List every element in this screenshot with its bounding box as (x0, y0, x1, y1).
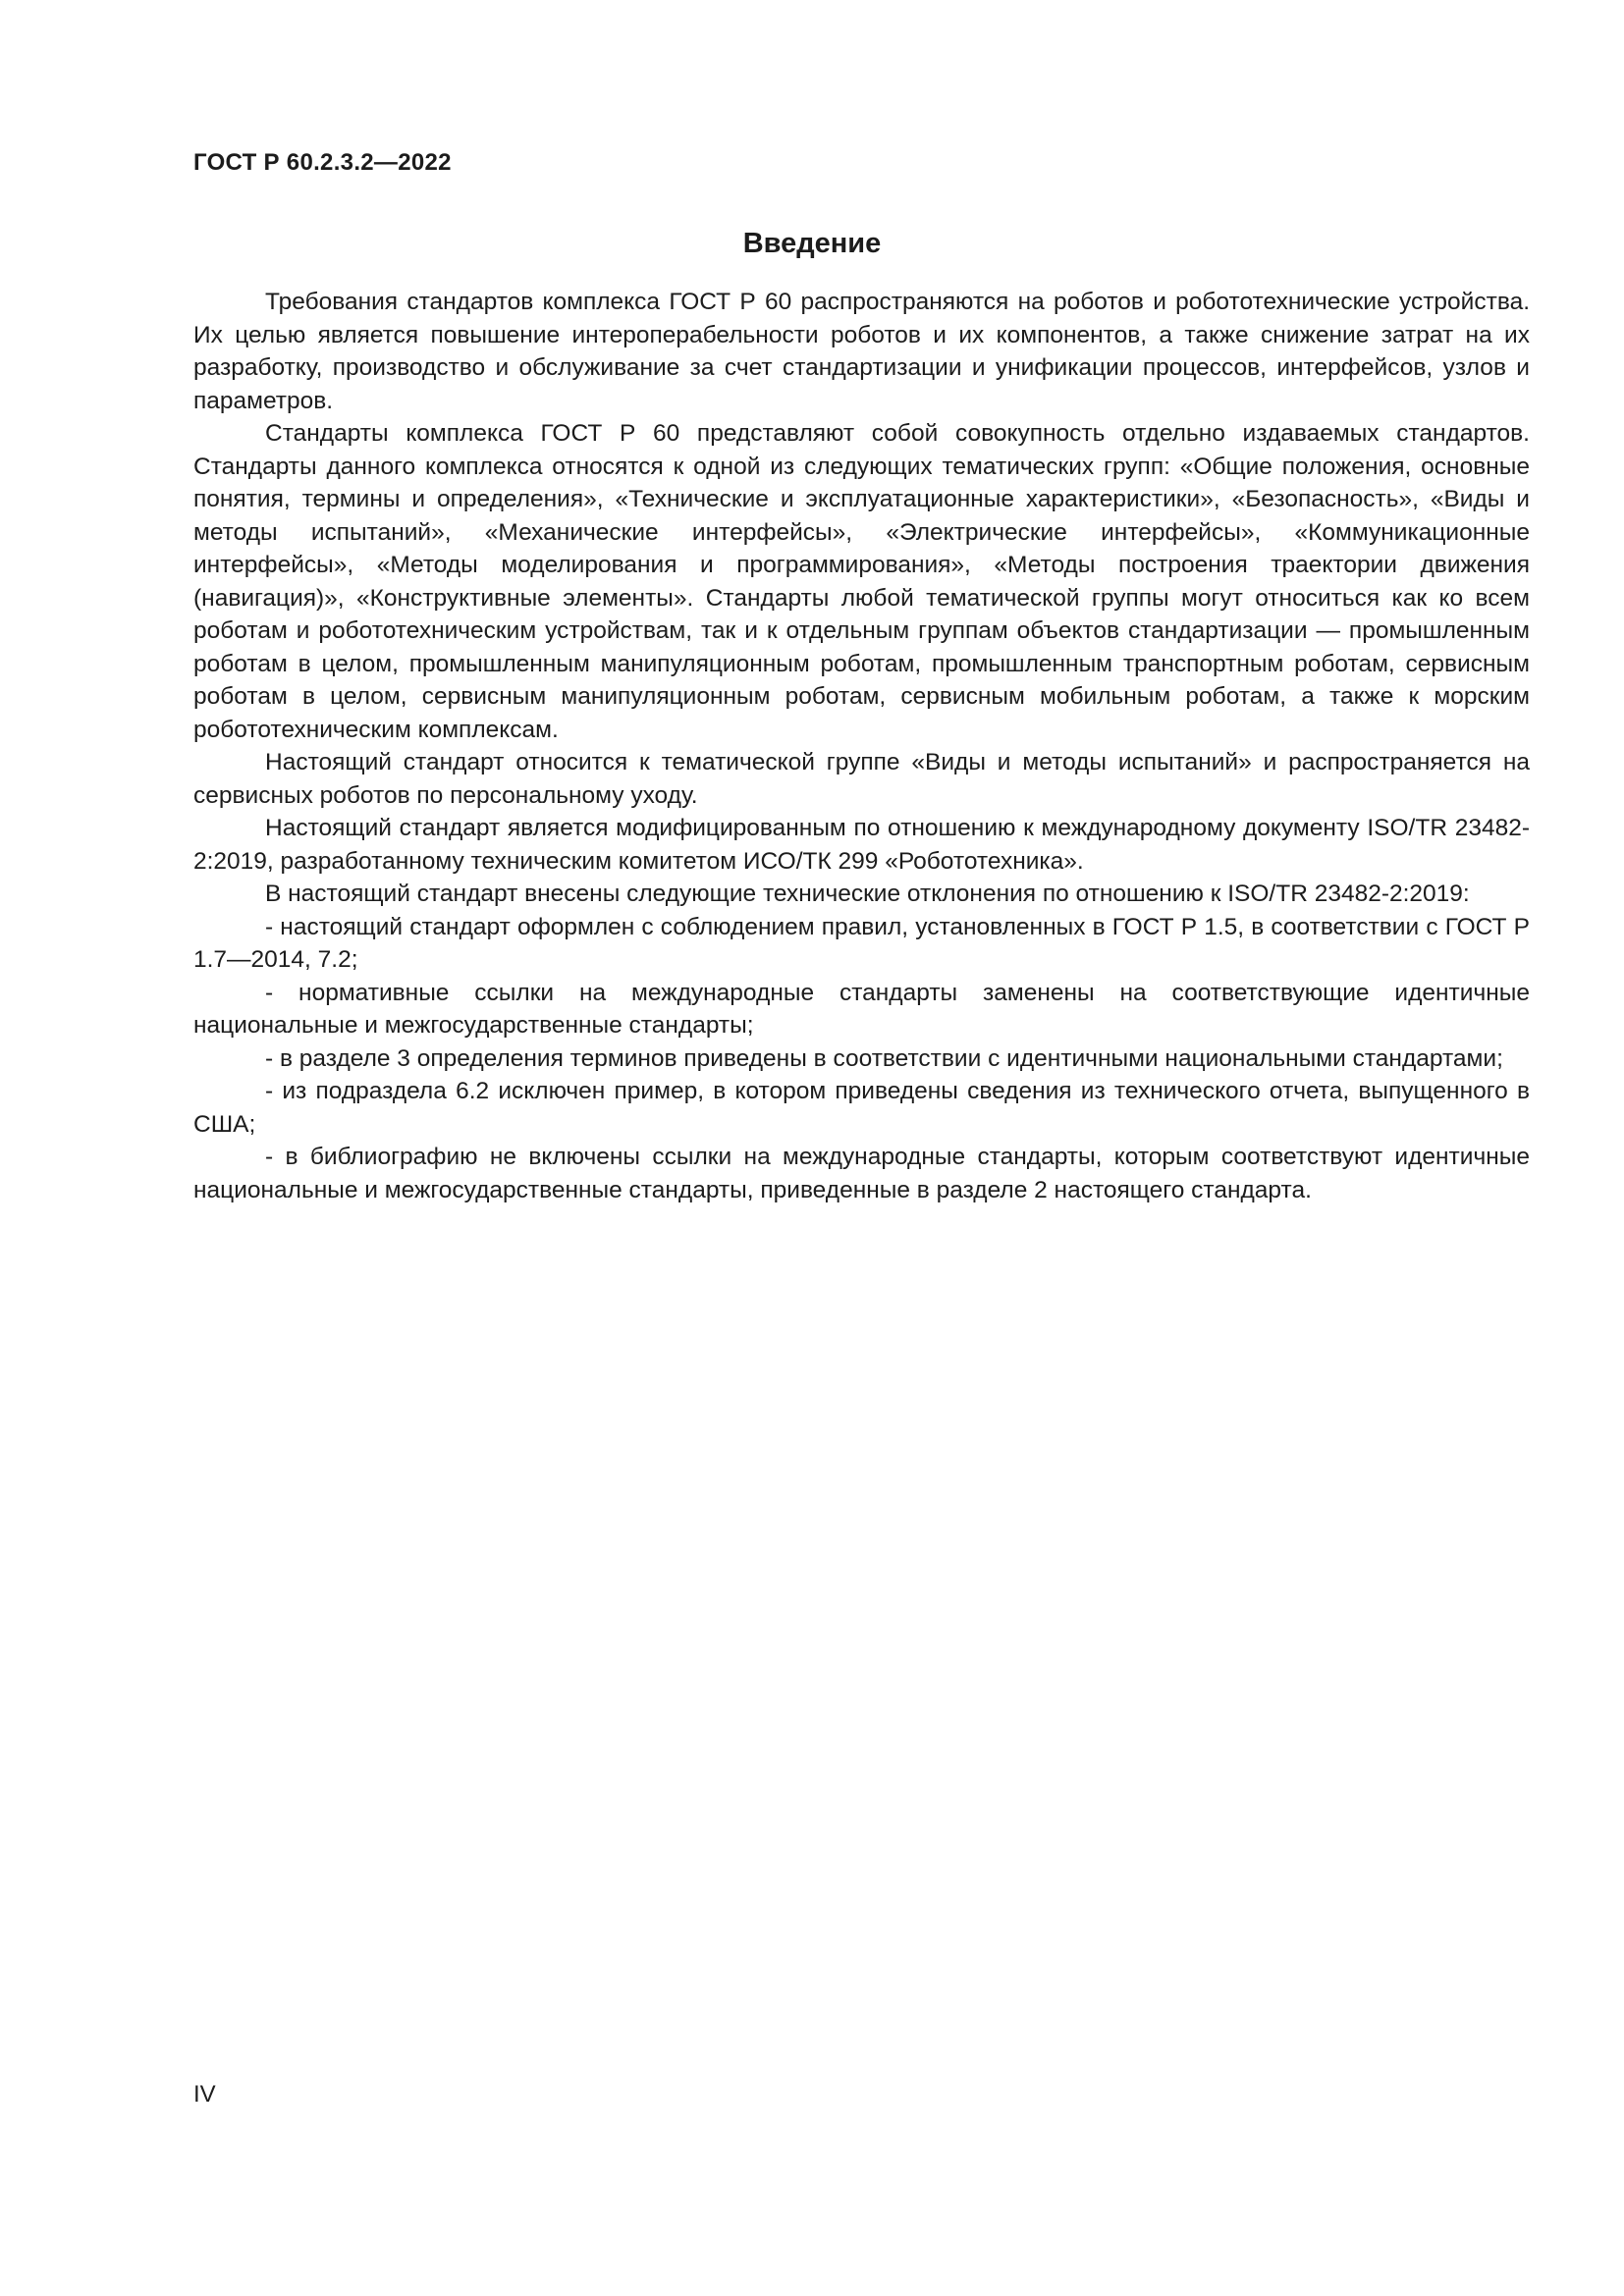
list-item: - в разделе 3 определения терминов приведены в соответствии с идентичными национальными стандартами; (265, 1044, 1503, 1072)
paragraph: Настоящий стандарт относится к тематической группе «Виды и методы испытаний» и распространяется на сервисных роботов по персональному уходу. (193, 749, 1530, 809)
list-item: - из подраздела 6.2 исключен пример, в котором приведены сведения из технического отчета, выпущенного в США; (193, 1078, 1530, 1138)
list-item: - настоящий стандарт оформлен с соблюдением правил, установленных в ГОСТ Р 1.5, в соответствии с ГОСТ Р 1.7—2014, 7.2; (193, 913, 1530, 973)
paragraph: Настоящий стандарт является модифицированным по отношению к международному документу ISO/TR 23482-2:2019, разработанному техническим комитетом ИСО/ТК 299 «Робототехника». (193, 815, 1530, 875)
list-item: - в библиографию не включены ссылки на международные стандарты, которым соответствуют идентичные национальные и межгосударственные стандарты, приведенные в разделе 2 настоящего стандарта. (193, 1144, 1530, 1203)
paragraph: Требования стандартов комплекса ГОСТ Р 60 распространяются на роботов и робототехнические устройства. Их целью является повышение интероперабельности роботов и их компонентов, а также снижение затрат на их разработку, производство и обслуживание за счет стандартизации и унификации процессов, интерфейсов, узлов и параметров. (193, 289, 1530, 414)
document-code: ГОСТ Р 60.2.3.2—2022 (193, 149, 452, 176)
paragraph: В настоящий стандарт внесены следующие технические отклонения по отношению к ISO/TR 23482-2:2019: (265, 881, 1470, 907)
paragraph: Стандарты комплекса ГОСТ Р 60 представляют собой совокупность отдельно издаваемых стандартов. Стандарты данного комплекса относятся к одной из следующих тематических групп: «Общие положения, основные понятия, термины и определения», «Технические и эксплуатационные характеристики», «Безопасность», «Виды и методы испытаний», «Механические интерфейсы», «Электрические интерфейсы», «Коммуникационные интерфейсы», «Методы моделирования и программирования», «Методы построения траектории движения (навигация)», «Конструктивные элементы». Стандарты любой тематической группы могут относиться как ко всем роботам и робототехническим устройствам, так и к отдельным группам объектов стандартизации — промышленным роботам в целом, промышленным манипуляционным роботам, промышленным транспортным роботам, сервисным роботам в целом, сервисным манипуляционным роботам, сервисным мобильным роботам, а также к морским робототехническим комплексам. (193, 420, 1530, 743)
section-body (193, 286, 1530, 1206)
page-number: IV (193, 2081, 216, 2108)
list-item: - нормативные ссылки на международные стандарты заменены на соответствующие идентичные национальные и межгосударственные стандарты; (193, 979, 1530, 1039)
section-title: Введение (742, 228, 882, 259)
